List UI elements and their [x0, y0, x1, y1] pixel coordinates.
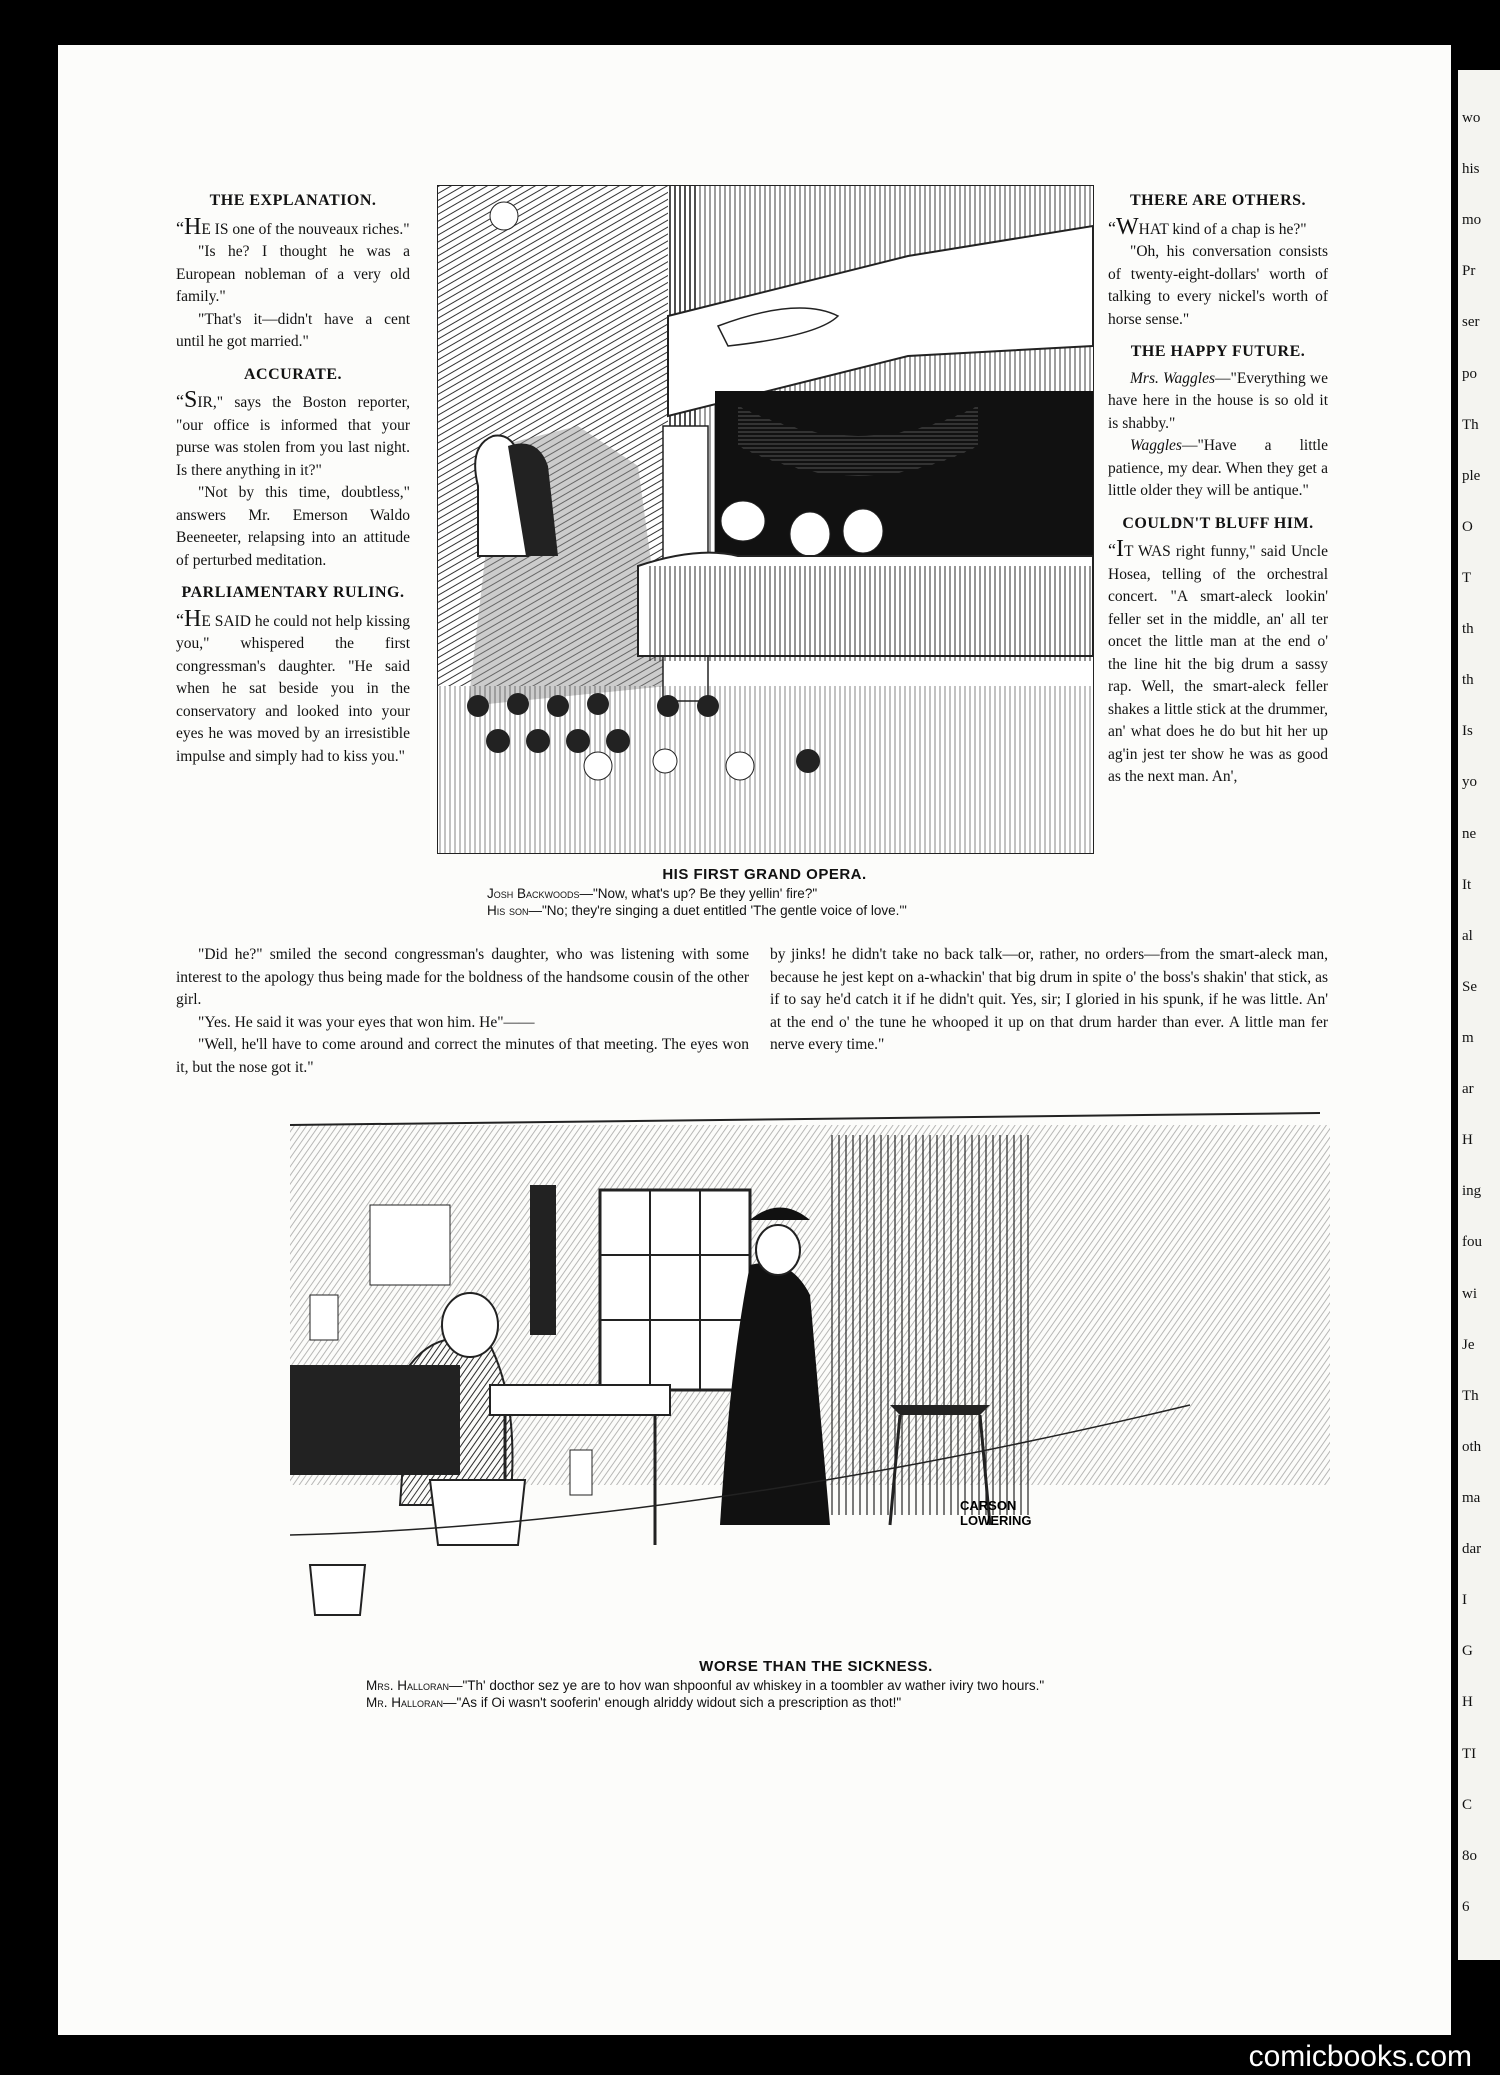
audience-head: [657, 695, 679, 717]
adjacent-page-fragment: It: [1462, 876, 1472, 893]
adjacent-page-fragment: Je: [1462, 1336, 1475, 1353]
window: [600, 1190, 750, 1390]
woman-in-box-head: [721, 501, 765, 541]
adjacent-page-fragment: G: [1462, 1643, 1473, 1660]
sickness-illustration: [290, 1105, 1330, 1655]
adjacent-page-fragment: Th: [1462, 1387, 1479, 1404]
paragraph: "Oh, his conversation consists of twenty-eight-dollars' worth of talking to every nickel's worth of horse sense.": [1108, 243, 1328, 328]
adjacent-page-fragment: dar: [1462, 1541, 1482, 1558]
audience-head: [467, 695, 489, 717]
left-text-column: [176, 180, 410, 768]
sickness-caption-line: Mr. Halloran—"As if Oi wasn't sooferin' enough alriddy widout sich a prescription as thot!": [366, 1695, 902, 1710]
adjacent-page-fragment: ser: [1462, 314, 1480, 331]
adjacent-page-fragment: mo: [1462, 212, 1482, 229]
adjacent-page-fragment: th: [1462, 621, 1474, 638]
adjacent-page-fragment: ple: [1462, 467, 1481, 484]
adjacent-page-fragment: ar: [1462, 1081, 1474, 1098]
adjacent-page-fragment: Se: [1462, 978, 1477, 995]
adjacent-page-fragment: fou: [1462, 1234, 1482, 1251]
wall-calendar: [310, 1295, 338, 1340]
chair-seat: [890, 1405, 990, 1415]
audience-head: [697, 695, 719, 717]
sickness-caption: [366, 1658, 1266, 1711]
heading-couldnt-bluff-him: COULDN'T BLUFF HIM.: [1122, 514, 1314, 532]
adjacent-page-fragment: C: [1462, 1796, 1473, 1813]
opera-drawing: [438, 186, 1093, 853]
adjacent-page-fragment: wo: [1462, 110, 1481, 126]
adjacent-page-fragment: m: [1462, 1030, 1474, 1046]
box-front: [648, 566, 1093, 661]
sickness-caption-line: Mrs. Halloran—"Th' docthor sez ye are to hov wan shpoonful av whiskey in a toombler av wather iviry two hours.": [366, 1678, 1045, 1693]
medicine-bottle: [570, 1450, 592, 1495]
paragraph: “WHAT kind of a chap is he?": [1108, 213, 1307, 240]
paragraph: "Well, he'll have to come around and correct the minutes of that meeting. The eyes won it, but the nose got it.": [176, 1036, 749, 1076]
audience-head: [526, 729, 550, 753]
adjacent-page-fragment: yo: [1462, 774, 1477, 791]
adjacent-page-fragment: al: [1462, 927, 1473, 944]
adjacent-page-fragment: T: [1462, 570, 1472, 586]
wall-picture: [370, 1205, 450, 1285]
audience-head: [587, 693, 609, 715]
bottom-right-text: [770, 944, 1328, 1057]
open-door: [830, 1135, 1030, 1515]
opera-caption-line: His son—"No; they're singing a duet entitled 'The gentle voice of love.'": [487, 903, 907, 918]
paragraph: "Yes. He said it was your eyes that won him. He"——: [198, 1013, 535, 1031]
adjacent-page-fragment: 6: [1462, 1898, 1470, 1915]
paragraph: Mrs. Waggles—"Everything we have here in the house is so old it is shabby.": [1108, 369, 1328, 432]
adjacent-page-fragment: Is: [1462, 723, 1473, 740]
heading-parliamentary-ruling: PARLIAMENTARY RULING.: [181, 584, 405, 601]
adjacent-page-fragment: th: [1462, 672, 1474, 689]
paragraph: "Did he?" smiled the second congressman's daughter, who was listening with some interest to the apology thus being made for the boldness of the handsome cousin of the other girl.: [176, 946, 749, 1008]
adjacent-page-fragment: 8o: [1462, 1847, 1477, 1864]
paragraph: Waggles—"Have a little patience, my dear. When they get a little older they will be antique.": [1108, 437, 1328, 499]
artist-signature: LOWERING: [960, 1513, 1032, 1528]
paragraph: "Not by this time, doubtless," answers Mr. Emerson Waldo Beeneeter, relapsing into an attitude of perturbed meditation.: [176, 484, 410, 569]
audience-area: [438, 686, 1093, 853]
old-man-face: [442, 1293, 498, 1357]
table: [490, 1385, 670, 1415]
old-man-head: [790, 512, 830, 556]
opera-caption-line: Josh Backwoods—"Now, what's up? Be they yellin' fire?": [487, 886, 818, 901]
audience-head: [486, 729, 510, 753]
paragraph: “HE IS one of the nouveaux riches.": [176, 213, 410, 240]
adjacent-page-fragment: Th: [1462, 416, 1479, 433]
stove-pipe: [530, 1185, 556, 1335]
sickness-drawing: [290, 1105, 1330, 1655]
paragraph: by jinks! he didn't take no back talk—or, rather, no orders—from the smart-aleck man, because he jest kept on a-whackin' that big drum in spite o' the boss's shakin' that stick, as if to say he'd catch it if he didn't quit. Yes, sir; I gloried in his spunk, if he was little. An' at the end o' the tune he whooped it up on that drum harder than ever. A little man fer nerve every time.": [770, 946, 1328, 1053]
adjacent-page-fragment: ne: [1462, 825, 1477, 842]
artist-signature: CARSON: [960, 1498, 1017, 1513]
heading-accurate: ACCURATE.: [244, 365, 342, 383]
paragraph: “HE SAID he could not help kissing you," whispered the first congressman's daughter. "He said when he sat beside you in the conservatory and looked into your eyes he was moved by an irresistible impulse and simply had to kiss you.": [176, 605, 410, 765]
heading-the-happy-future: THE HAPPY FUTURE.: [1130, 343, 1306, 360]
bottom-left-text: [176, 944, 749, 1079]
sickness-caption-title: WORSE THAN THE SICKNESS.: [699, 1658, 933, 1675]
audience-lady-head: [584, 752, 612, 780]
adjacent-page-fragment: H: [1462, 1694, 1473, 1711]
audience-head: [653, 749, 677, 773]
opera-caption-title: HIS FIRST GRAND OPERA.: [662, 866, 867, 883]
site-watermark: comicbooks.com: [1248, 2040, 1472, 2073]
adjacent-page-fragment: H: [1462, 1132, 1473, 1149]
paragraph: "Is he? I thought he was a European nobleman of a very old family.": [176, 243, 410, 305]
audience-lady-head: [726, 752, 754, 780]
adjacent-page-strip: [1458, 70, 1500, 1960]
adjacent-page-fragment: TI: [1462, 1745, 1477, 1762]
opera-caption: [437, 866, 1092, 919]
opera-illustration: [437, 185, 1094, 854]
adjacent-page-fragment: O: [1462, 518, 1473, 535]
adjacent-page-fragment: po: [1462, 365, 1477, 382]
right-text-column: [1108, 180, 1328, 789]
wooden-bucket: [310, 1565, 365, 1615]
adjacent-page-fragment: ma: [1462, 1490, 1481, 1506]
adjacent-page-fragment: Pr: [1462, 263, 1476, 280]
paragraph: “SIR," says the Boston reporter, "our office is informed that your purse was stolen from you last night. Is there anything in it?": [176, 387, 410, 479]
adjacent-page-fragment: his: [1462, 161, 1480, 178]
audience-head: [547, 695, 569, 717]
washtub: [430, 1480, 525, 1545]
adjacent-page-fragment: ing: [1462, 1183, 1482, 1200]
audience-head: [606, 729, 630, 753]
paragraph: “IT WAS right funny," said Uncle Hosea, telling of the orchestral concert. "A smart-aleck lookin' feller set in the middle, an' all ter oncet the little man at the end o' the line hit the big drum a sassy rap. Well, the smart-aleck feller shakes a little stick at the drummer, an' what does he do but hit her up ag'in jest ter show he was as good as the next man. An',: [1108, 536, 1328, 785]
adjacent-page-fragment: I: [1462, 1592, 1467, 1609]
heading-the-explanation: THE EXPLANATION.: [209, 192, 377, 209]
paragraph: "That's it—didn't have a cent until he got married.": [176, 310, 410, 350]
audience-head: [796, 749, 820, 773]
son-head: [843, 509, 883, 553]
moon: [490, 202, 518, 230]
mrs-halloran-face: [756, 1225, 800, 1275]
adjacent-page-fragment: wi: [1462, 1285, 1477, 1302]
heading-there-are-others: THERE ARE OTHERS.: [1129, 192, 1307, 209]
ceiling-line: [290, 1113, 1320, 1125]
adjacent-page-fragment: oth: [1462, 1438, 1482, 1455]
audience-head: [507, 693, 529, 715]
audience-head: [566, 729, 590, 753]
